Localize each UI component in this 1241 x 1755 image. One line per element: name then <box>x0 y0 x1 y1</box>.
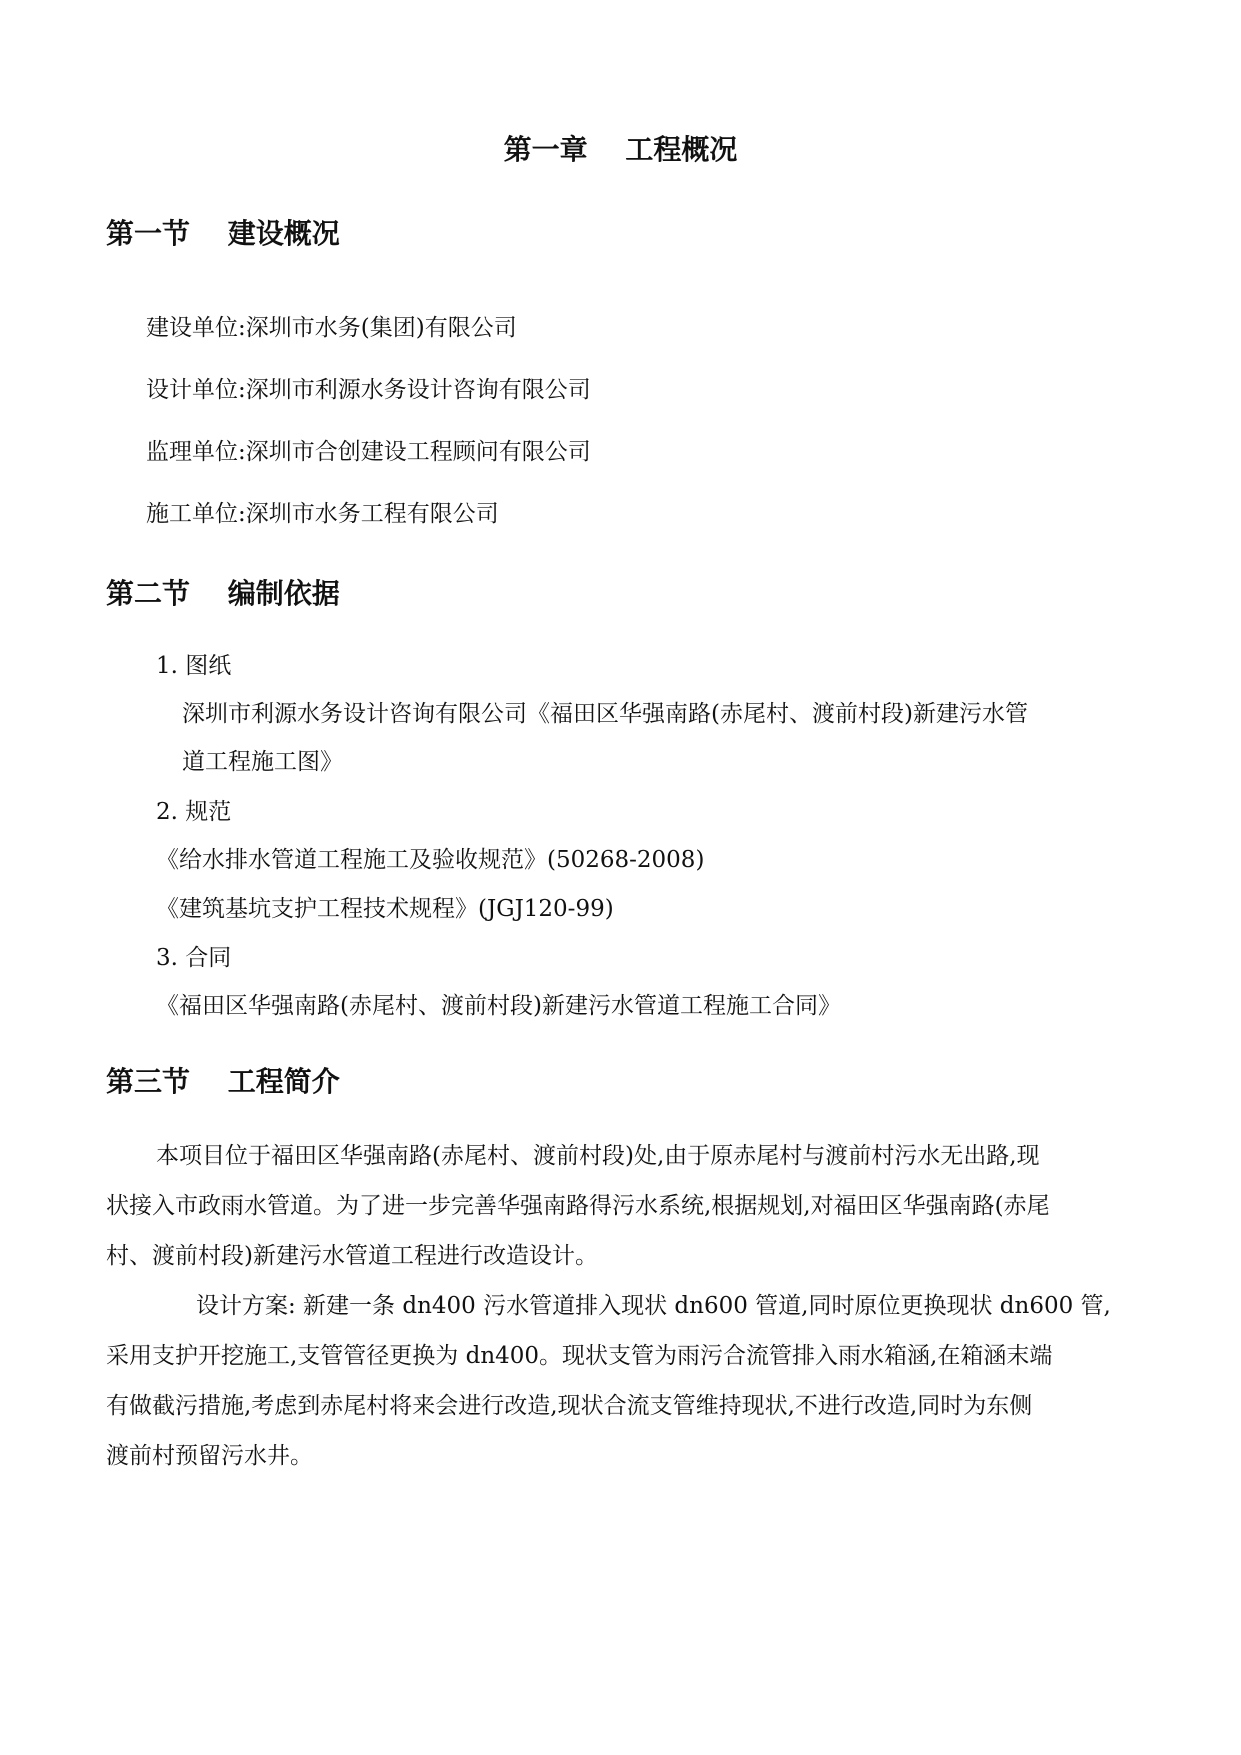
item-contract-line: 《福田区华强南路(赤尾村、渡前村段)新建污水管道工程施工合同》 <box>156 993 841 1019</box>
item-standards-line: 《建筑基坑支护工程技术规程》(JGJ120-99) <box>156 896 614 922</box>
intro-paragraph-line: 本项目位于福田区华强南路(赤尾村、渡前村段)处,由于原赤尾村与渡前村污水无出路,现 <box>156 1143 1040 1169</box>
item-drawings-heading: 1. 图纸 <box>156 653 232 679</box>
design-plan-line: 设计方案: 新建一条 dn400 污水管道排入现状 dn600 管道,同时原位更换现状 dn600 管, <box>196 1293 1111 1319</box>
chapter-title: 第一章 工程概况 <box>503 133 738 166</box>
item-drawings-line: 道工程施工图》 <box>182 749 343 775</box>
intro-paragraph-line: 状接入市政雨水管道。为了进一步完善华强南路得污水系统,根据规划,对福田区华强南路(赤尾 <box>106 1193 1050 1219</box>
item-standards-heading: 2. 规范 <box>156 799 232 825</box>
section-title-project-intro: 第三节 工程简介 <box>106 1065 340 1098</box>
design-plan-line: 渡前村预留污水井。 <box>106 1443 313 1469</box>
section-title-basis: 第二节 编制依据 <box>106 577 340 610</box>
item-contract-heading: 3. 合同 <box>156 945 232 971</box>
contractor-unit: 施工单位:深圳市水务工程有限公司 <box>146 501 499 527</box>
section-title-construction-overview: 第一节 建设概况 <box>106 217 340 250</box>
design-plan-line: 有做截污措施,考虑到赤尾村将来会进行改造,现状合流支管维持现状,不进行改造,同时为东侧 <box>106 1393 1033 1419</box>
intro-paragraph-line: 村、渡前村段)新建污水管道工程进行改造设计。 <box>106 1243 598 1269</box>
item-drawings-line: 深圳市利源水务设计咨询有限公司《福田区华强南路(赤尾村、渡前村段)新建污水管 <box>182 701 1028 727</box>
construction-unit: 建设单位:深圳市水务(集团)有限公司 <box>146 315 517 341</box>
supervision-unit: 监理单位:深圳市合创建设工程顾问有限公司 <box>146 439 591 465</box>
item-standards-line: 《给水排水管道工程施工及验收规范》(50268-2008) <box>156 847 705 873</box>
design-unit: 设计单位:深圳市利源水务设计咨询有限公司 <box>146 377 591 403</box>
design-plan-line: 采用支护开挖施工,支管管径更换为 dn400。现状支管为雨污合流管排入雨水箱涵,在箱涵末端 <box>106 1343 1053 1369</box>
